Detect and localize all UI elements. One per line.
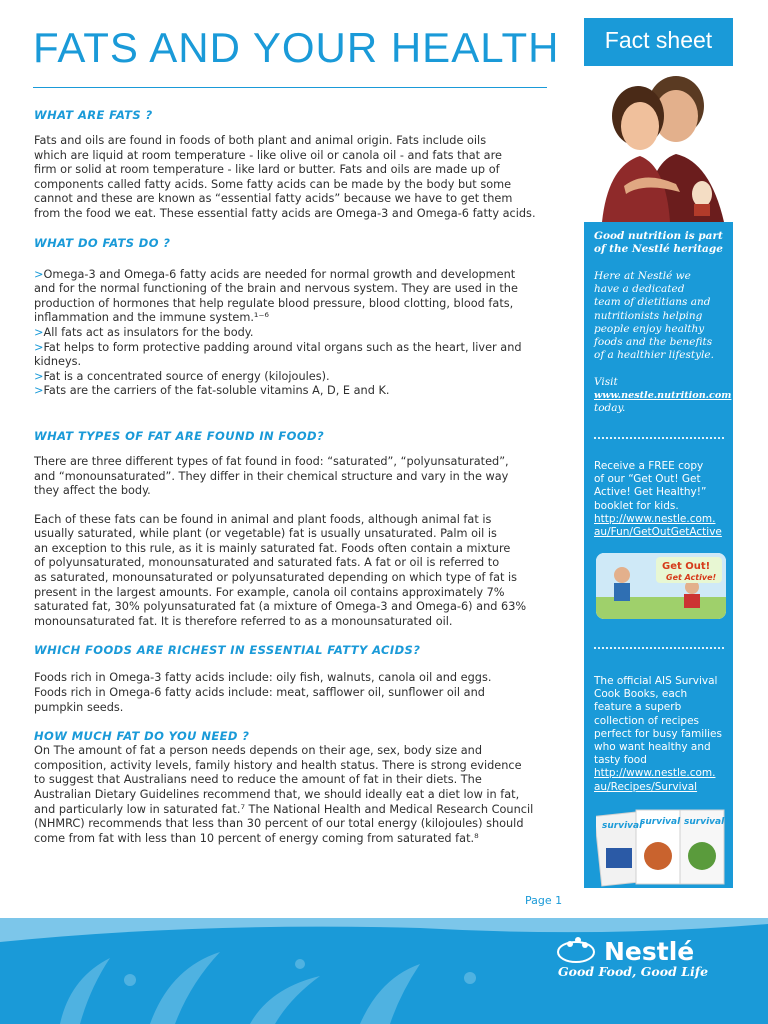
text-line: inflammation and the immune system.¹⁻⁶ xyxy=(34,311,269,325)
visit-label: Visit xyxy=(594,376,618,388)
text-line: Foods rich in Omega-3 fatty acids include: oily fish, walnuts, canola oil and eggs. xyxy=(34,671,492,685)
kids-activity-image xyxy=(596,553,726,619)
title-divider xyxy=(33,87,547,88)
text-line: Good nutrition is part xyxy=(594,230,723,242)
text-line: feature a superb xyxy=(594,701,682,714)
text-line: components called fatty acids. Some fatty acids can be made by the body but some xyxy=(34,177,512,191)
text-line: http://www.nestle.com. xyxy=(594,767,716,780)
couple-photo-illustration xyxy=(584,66,733,222)
text-line: cannot and these are known as “essential fatty acids” because we have to get them xyxy=(34,192,513,206)
text-line: Receive a FREE copy xyxy=(594,460,704,472)
visit-block xyxy=(594,376,732,416)
text-line: Fats are the carriers of the fat-soluble vitamins A, D, E and K. xyxy=(43,384,390,398)
text-line: as saturated, monounsaturated or polyunsaturated depending on which type of fat is xyxy=(34,571,518,585)
bullet-list xyxy=(34,268,562,399)
book-cover-title: survival xyxy=(640,817,681,827)
text-line: they affect the body. xyxy=(34,484,151,498)
text-line: tasty food xyxy=(594,754,647,767)
text-line: Foods rich in Omega-6 fatty acids include: meat, safflower oil, sunflower oil and xyxy=(34,686,485,700)
text-line: usually saturated, while plant (or vegetable) fat is usually unsaturated. Palm oil is xyxy=(34,527,497,541)
text-line: The official AIS Survival xyxy=(594,675,718,687)
text-line: foods and the benefits xyxy=(594,336,713,349)
text-line: (NHMRC) recommends that less than 30 percent of our total energy (kilojoules) should xyxy=(34,817,524,831)
heading-what-are-fats: WHAT ARE FATS ? xyxy=(34,108,153,122)
text-line: monounsaturated fat. It is therefore referred to as a monounsaturated oil. xyxy=(34,614,453,628)
text-line: There are three different types of fat found in food: “saturated”, “polyunsaturated”, xyxy=(34,454,509,468)
para-types-intro xyxy=(34,455,562,499)
promo-sign-line: Get Out! xyxy=(662,561,711,572)
text-line: firm or solid at room temperature - like lard or butter. Fats and oils are made up of xyxy=(34,163,500,177)
text-line: of a healthier lifestyle. xyxy=(594,349,714,362)
text-line: and particularly low in saturated fat.⁷ The National Health and Medical Research Council xyxy=(34,802,534,816)
heading-how-much-fat: HOW MUCH FAT DO YOU NEED ? xyxy=(34,729,250,744)
nestle-tagline: Good Food, Good Life xyxy=(558,964,709,979)
text-line: of our “Get Out! Get xyxy=(594,473,701,486)
text-line: kidneys. xyxy=(34,355,82,369)
heading-essential-fatty-acids: WHICH FOODS ARE RICHEST IN ESSENTIAL FATTY ACIDS? xyxy=(34,643,421,658)
fact-sheet-label: Fact sheet xyxy=(604,27,713,53)
text-line: pumpkin seeds. xyxy=(34,700,124,714)
booklet-link[interactable] xyxy=(594,513,728,539)
text-line: which are liquid at room temperature - like olive oil or canola oil - and fats that are xyxy=(34,148,502,162)
text-line: saturated fat, 30% polyunsaturated fat (a mixture of Omega-3 and Omega-6) and 63% xyxy=(34,600,527,614)
text-line: booklet for kids. xyxy=(594,499,679,512)
text-line: Fat is a concentrated source of energy (kilojoules). xyxy=(43,369,330,383)
sidebar-divider xyxy=(594,437,724,439)
text-line: All fats act as insulators for the body. xyxy=(43,325,254,339)
text-line: and for the normal functioning of the brain and nervous system. They are used in the xyxy=(34,282,518,296)
text-line: people enjoy healthy xyxy=(594,322,705,335)
text-line: come from fat with less than 10 percent of energy coming from saturated fat.⁸ xyxy=(34,831,479,845)
arrow-icon: > xyxy=(34,267,44,281)
cookbook-covers-illustration xyxy=(596,804,726,888)
para-how-much-fat xyxy=(34,744,562,846)
book-cover-title: survival xyxy=(602,821,643,831)
text-line: an exception to this rule, as it is mainly saturated fat. Foods often contain a mixture xyxy=(34,541,511,555)
bullet-item xyxy=(34,326,562,341)
text-line: have a dedicated xyxy=(594,283,685,296)
page-number: Page 1 xyxy=(525,894,563,907)
text-line: On The amount of fat a person needs depends on their age, sex, body size and xyxy=(34,744,482,758)
text-line: of the Nestlé heritage xyxy=(594,243,723,256)
heritage-intro xyxy=(594,270,728,362)
main-content xyxy=(34,108,562,846)
cookbook-link[interactable] xyxy=(594,767,728,793)
fact-sheet-header xyxy=(584,18,733,66)
text-line: Australian Dietary Guidelines recommend that, we should ideally eat a diet low in fat, xyxy=(34,788,520,801)
text-line: Active! Get Healthy!” xyxy=(594,486,707,499)
survival-cookbooks-image xyxy=(596,804,726,888)
bullet-item xyxy=(34,341,562,370)
bullet-item xyxy=(34,370,562,385)
para-essential-fatty-acids xyxy=(34,671,562,715)
para-what-are-fats xyxy=(34,134,562,222)
text-line: Cook Books, each xyxy=(594,688,688,701)
text-line: who want healthy and xyxy=(594,741,711,754)
kids-activity-illustration xyxy=(596,553,726,619)
arrow-icon: > xyxy=(34,369,44,383)
heritage-heading xyxy=(594,230,728,256)
text-line: team of dietitians and xyxy=(594,296,711,309)
cookbook-block xyxy=(594,675,728,794)
booklet-block xyxy=(594,460,728,539)
visit-link[interactable]: www.nestle.nutrition.com xyxy=(594,390,732,402)
arrow-icon: > xyxy=(34,384,44,398)
visit-suffix: today. xyxy=(594,402,626,415)
sidebar-divider xyxy=(594,647,724,649)
text-line: nutritionists helping xyxy=(594,309,703,322)
nestle-nest-icon xyxy=(556,926,726,966)
text-line: au/Fun/GetOutGetActive xyxy=(594,526,722,539)
arrow-icon: > xyxy=(34,325,44,339)
text-line: Each of these fats can be found in animal and plant foods, although animal fat is xyxy=(34,512,492,526)
text-line: collection of recipes xyxy=(594,714,700,727)
text-line: from the food we eat. These essential fatty acids are Omega-3 and Omega-6 fatty acids. xyxy=(34,206,536,220)
text-line: production of hormones that help regulate blood pressure, blood clotting, blood fats, xyxy=(34,296,514,310)
bullet-item xyxy=(34,384,562,399)
text-line: Fat helps to form protective padding around vital organs such as the heart, liver and xyxy=(43,340,522,354)
page-title: FATS AND YOUR HEALTH xyxy=(33,24,560,71)
text-line: au/Recipes/Survival xyxy=(594,780,698,793)
bullet-item xyxy=(34,268,562,326)
text-line: present in the largest amounts. For example, canola oil contains approximately 7% xyxy=(34,585,505,599)
book-cover-title: survival xyxy=(684,817,725,827)
text-line: and “monounsaturated”. They differ in their chemical structure and vary in the way xyxy=(34,469,509,483)
text-line: Omega-3 and Omega-6 fatty acids are needed for normal growth and development xyxy=(43,267,516,281)
text-line: Here at Nestlé we xyxy=(594,270,691,282)
arrow-icon: > xyxy=(34,340,44,354)
heading-what-do-fats-do: WHAT DO FATS DO ? xyxy=(34,235,171,250)
para-types-detail xyxy=(34,513,562,630)
text-line: Fats and oils are found in foods of both plant and animal origin. Fats include oils xyxy=(34,134,487,147)
nestle-wordmark: Nestlé xyxy=(604,937,695,966)
text-line: to suggest that Australians need to reduce the amount of fat in their diets. The xyxy=(34,773,482,787)
promo-sign-line: Get Active! xyxy=(666,573,717,582)
text-line: http://www.nestle.com. xyxy=(594,512,716,525)
couple-photo xyxy=(584,66,733,222)
text-line: composition, activity levels, family history and health status. There is strong evidence xyxy=(34,758,522,772)
heading-types-of-fat: WHAT TYPES OF FAT ARE FOUND IN FOOD? xyxy=(34,428,325,443)
text-line: perfect for busy families xyxy=(594,727,722,740)
text-line: of polyunsaturated, monounsaturated and saturated fats. A fat or oil is referred to xyxy=(34,556,500,570)
